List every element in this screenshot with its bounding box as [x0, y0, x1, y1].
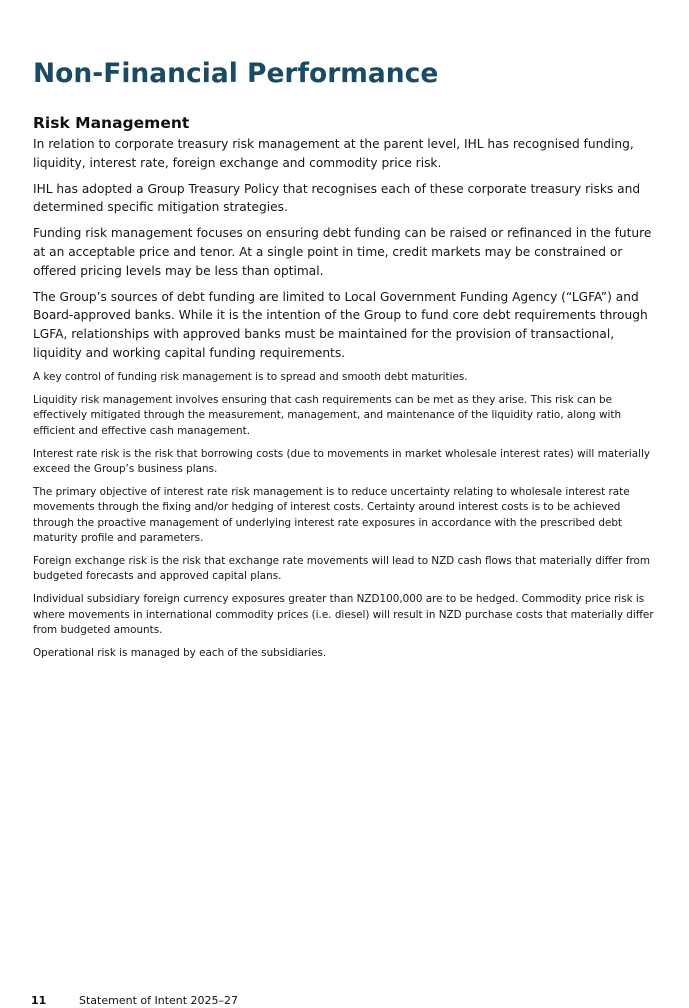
paragraph-debt-funding-sources: The Group’s sources of debt funding are limited to Local Government Funding Agency (“LGFA”) and Board-approved banks. While it is the intention of the Group to fund core debt requirements through LGFA, relationships with approved banks must be maintained for the provision of transactional, liquidity and working capital funding requirements. [33, 289, 648, 360]
paragraph-liquidity-risk: Liquidity risk management involves ensuring that cash requirements can be met as they arise. This risk can be effectively mitigated through the measurement, management, and maintenance of the liquidity ratio, along with efficient and effective cash management. [33, 394, 622, 437]
paragraph-treasury-risk: In relation to corporate treasury risk management at the parent level, IHL has recognised funding, liquidity, interest rate, foreign exchange and commodity price risk. [33, 137, 634, 170]
paragraph-treasury-policy: IHL has adopted a Group Treasury Policy that recognises each of these corporate treasury risks and determined specific mitigation strategies. [33, 181, 641, 215]
paragraph-operational-risk: Operational risk is managed by each of the subsidiaries. [33, 647, 327, 660]
page-number: 11 [31, 994, 47, 1007]
detail-text-block [33, 370, 659, 669]
paragraph-interest-rate-management: The primary objective of interest rate risk management is to reduce uncertainty relating to wholesale interest rate movements through the fixing and/or hedging of interest costs. Certainty around interest costs is to be achieved through the proactive management of underlying interest rate exposures in accordance with the prescribed debt maturity profile and parameters. [33, 486, 630, 544]
paragraph-interest-rate-risk: Interest rate risk is the risk that borrowing costs (due to movements in market wholesale interest rates) will materially exceed the Group’s business plans. [33, 447, 651, 476]
section-heading-risk-management: Risk Management [33, 114, 190, 132]
paragraph-foreign-exchange-risk: Foreign exchange risk is the risk that exchange rate movements will lead to NZD cash flows that materially differ from budgeted forecasts and approved capital plans. [33, 555, 651, 583]
page-title: Non-Financial Performance [33, 58, 439, 89]
page-footer [31, 994, 238, 1008]
footer-document-name: Statement of Intent 2025–27 [79, 994, 239, 1007]
paragraph-debt-maturities: A key control of funding risk management is to spread and smooth debt maturities. [33, 371, 468, 383]
intro-text-block [33, 135, 657, 370]
paragraph-currency-commodity-risk: Individual subsidiary foreign currency exposures greater than NZD100,000 are to be hedged. Commodity price risk is where movements in international commodity prices (i.e. diesel) will result in NZD purchase costs that materially differ from budgeted amounts. [33, 593, 654, 636]
paragraph-funding-risk: Funding risk management focuses on ensuring debt funding can be raised or refinanced in the future at an acceptable price and tenor. At a single point in time, credit markets may be constrained or offered pricing levels may be less than optimal. [33, 226, 652, 278]
